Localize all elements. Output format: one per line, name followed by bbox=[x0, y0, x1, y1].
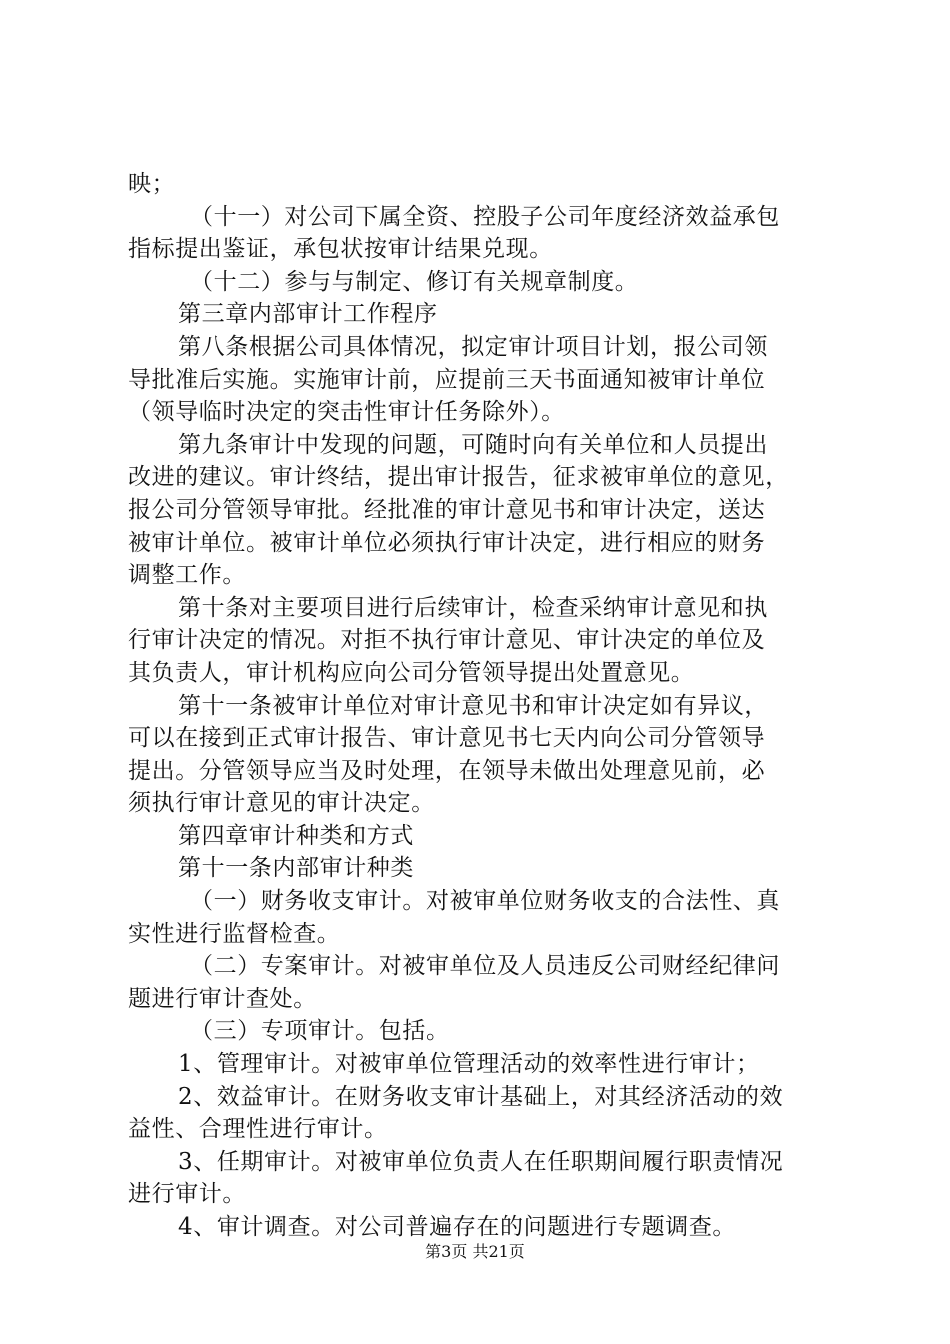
text-line: 3、任期审计。对被审单位负责人在任职期间履行职责情况 bbox=[178, 1148, 784, 1175]
text-line: （一）财务收支审计。对被审单位财务收支的合法性、真 bbox=[190, 888, 780, 915]
text-line: 报公司分管领导审批。经批准的审计意见书和审计决定，送达 bbox=[128, 496, 766, 523]
text-line: （十二）参与与制定、修订有关规章制度。 bbox=[190, 268, 639, 295]
text-line: 调整工作。 bbox=[128, 562, 246, 589]
page-footer: 第3页 共21页 bbox=[425, 1242, 525, 1261]
text-line: 实性进行监督检查。 bbox=[128, 920, 341, 947]
text-line: 第十条对主要项目进行后续审计，检查采纳审计意见和执 bbox=[178, 594, 768, 621]
text-line: 第三章内部审计工作程序 bbox=[178, 301, 438, 328]
text-line: 可以在接到正式审计报告、审计意见书七天内向公司分管领导 bbox=[128, 725, 766, 752]
text-line: 提出。分管领导应当及时处理，在领导未做出处理意见前，必 bbox=[128, 757, 766, 784]
text-line: （二）专案审计。对被审单位及人员违反公司财经纪律问 bbox=[190, 953, 780, 980]
text-line: 须执行审计意见的审计决定。 bbox=[128, 790, 435, 817]
text-line: 第九条审计中发现的问题，可随时向有关单位和人员提出 bbox=[178, 431, 768, 458]
text-line: 其负责人，审计机构应向公司分管领导提出处置意见。 bbox=[128, 659, 695, 686]
text-line: 题进行审计查处。 bbox=[128, 985, 317, 1012]
document-body bbox=[128, 168, 840, 1244]
text-line: 第十一条被审计单位对审计意见书和审计决定如有异议， bbox=[178, 692, 768, 719]
text-line: 益性、合理性进行审计。 bbox=[128, 1116, 388, 1143]
text-line: 第十一条内部审计种类 bbox=[178, 855, 414, 882]
text-line: 第四章审计种类和方式 bbox=[178, 822, 414, 849]
text-line: 指标提出鉴证，承包状按审计结果兑现。 bbox=[128, 236, 553, 263]
text-line: 1、管理审计。对被审单位管理活动的效率性进行审计； bbox=[178, 1051, 760, 1078]
text-line: 2、效益审计。在财务收支审计基础上，对其经济活动的效 bbox=[178, 1083, 784, 1110]
text-line: 映； bbox=[128, 171, 176, 197]
text-line: （领导临时决定的突击性审计任务除外）。 bbox=[128, 399, 565, 426]
text-line: 进行审计。 bbox=[128, 1181, 246, 1208]
text-line: 改进的建议。审计终结，提出审计报告，征求被审单位的意见， bbox=[128, 464, 789, 491]
text-line: （三）专项审计。包括。 bbox=[190, 1018, 450, 1045]
text-line: 导批准后实施。实施审计前，应提前三天书面通知被审计单位 bbox=[128, 366, 766, 393]
text-line: 第八条根据公司具体情况，拟定审计项目计划，报公司领 bbox=[178, 333, 768, 360]
text-line: （十一）对公司下属全资、控股子公司年度经济效益承包 bbox=[190, 203, 780, 230]
text-line: 行审计决定的情况。对拒不执行审计意见、审计决定的单位及 bbox=[128, 627, 766, 654]
text-line: 4、审计调查。对公司普遍存在的问题进行专题调查。 bbox=[178, 1214, 737, 1240]
text-line: 被审计单位。被审计单位必须执行审计决定，进行相应的财务 bbox=[128, 529, 766, 556]
